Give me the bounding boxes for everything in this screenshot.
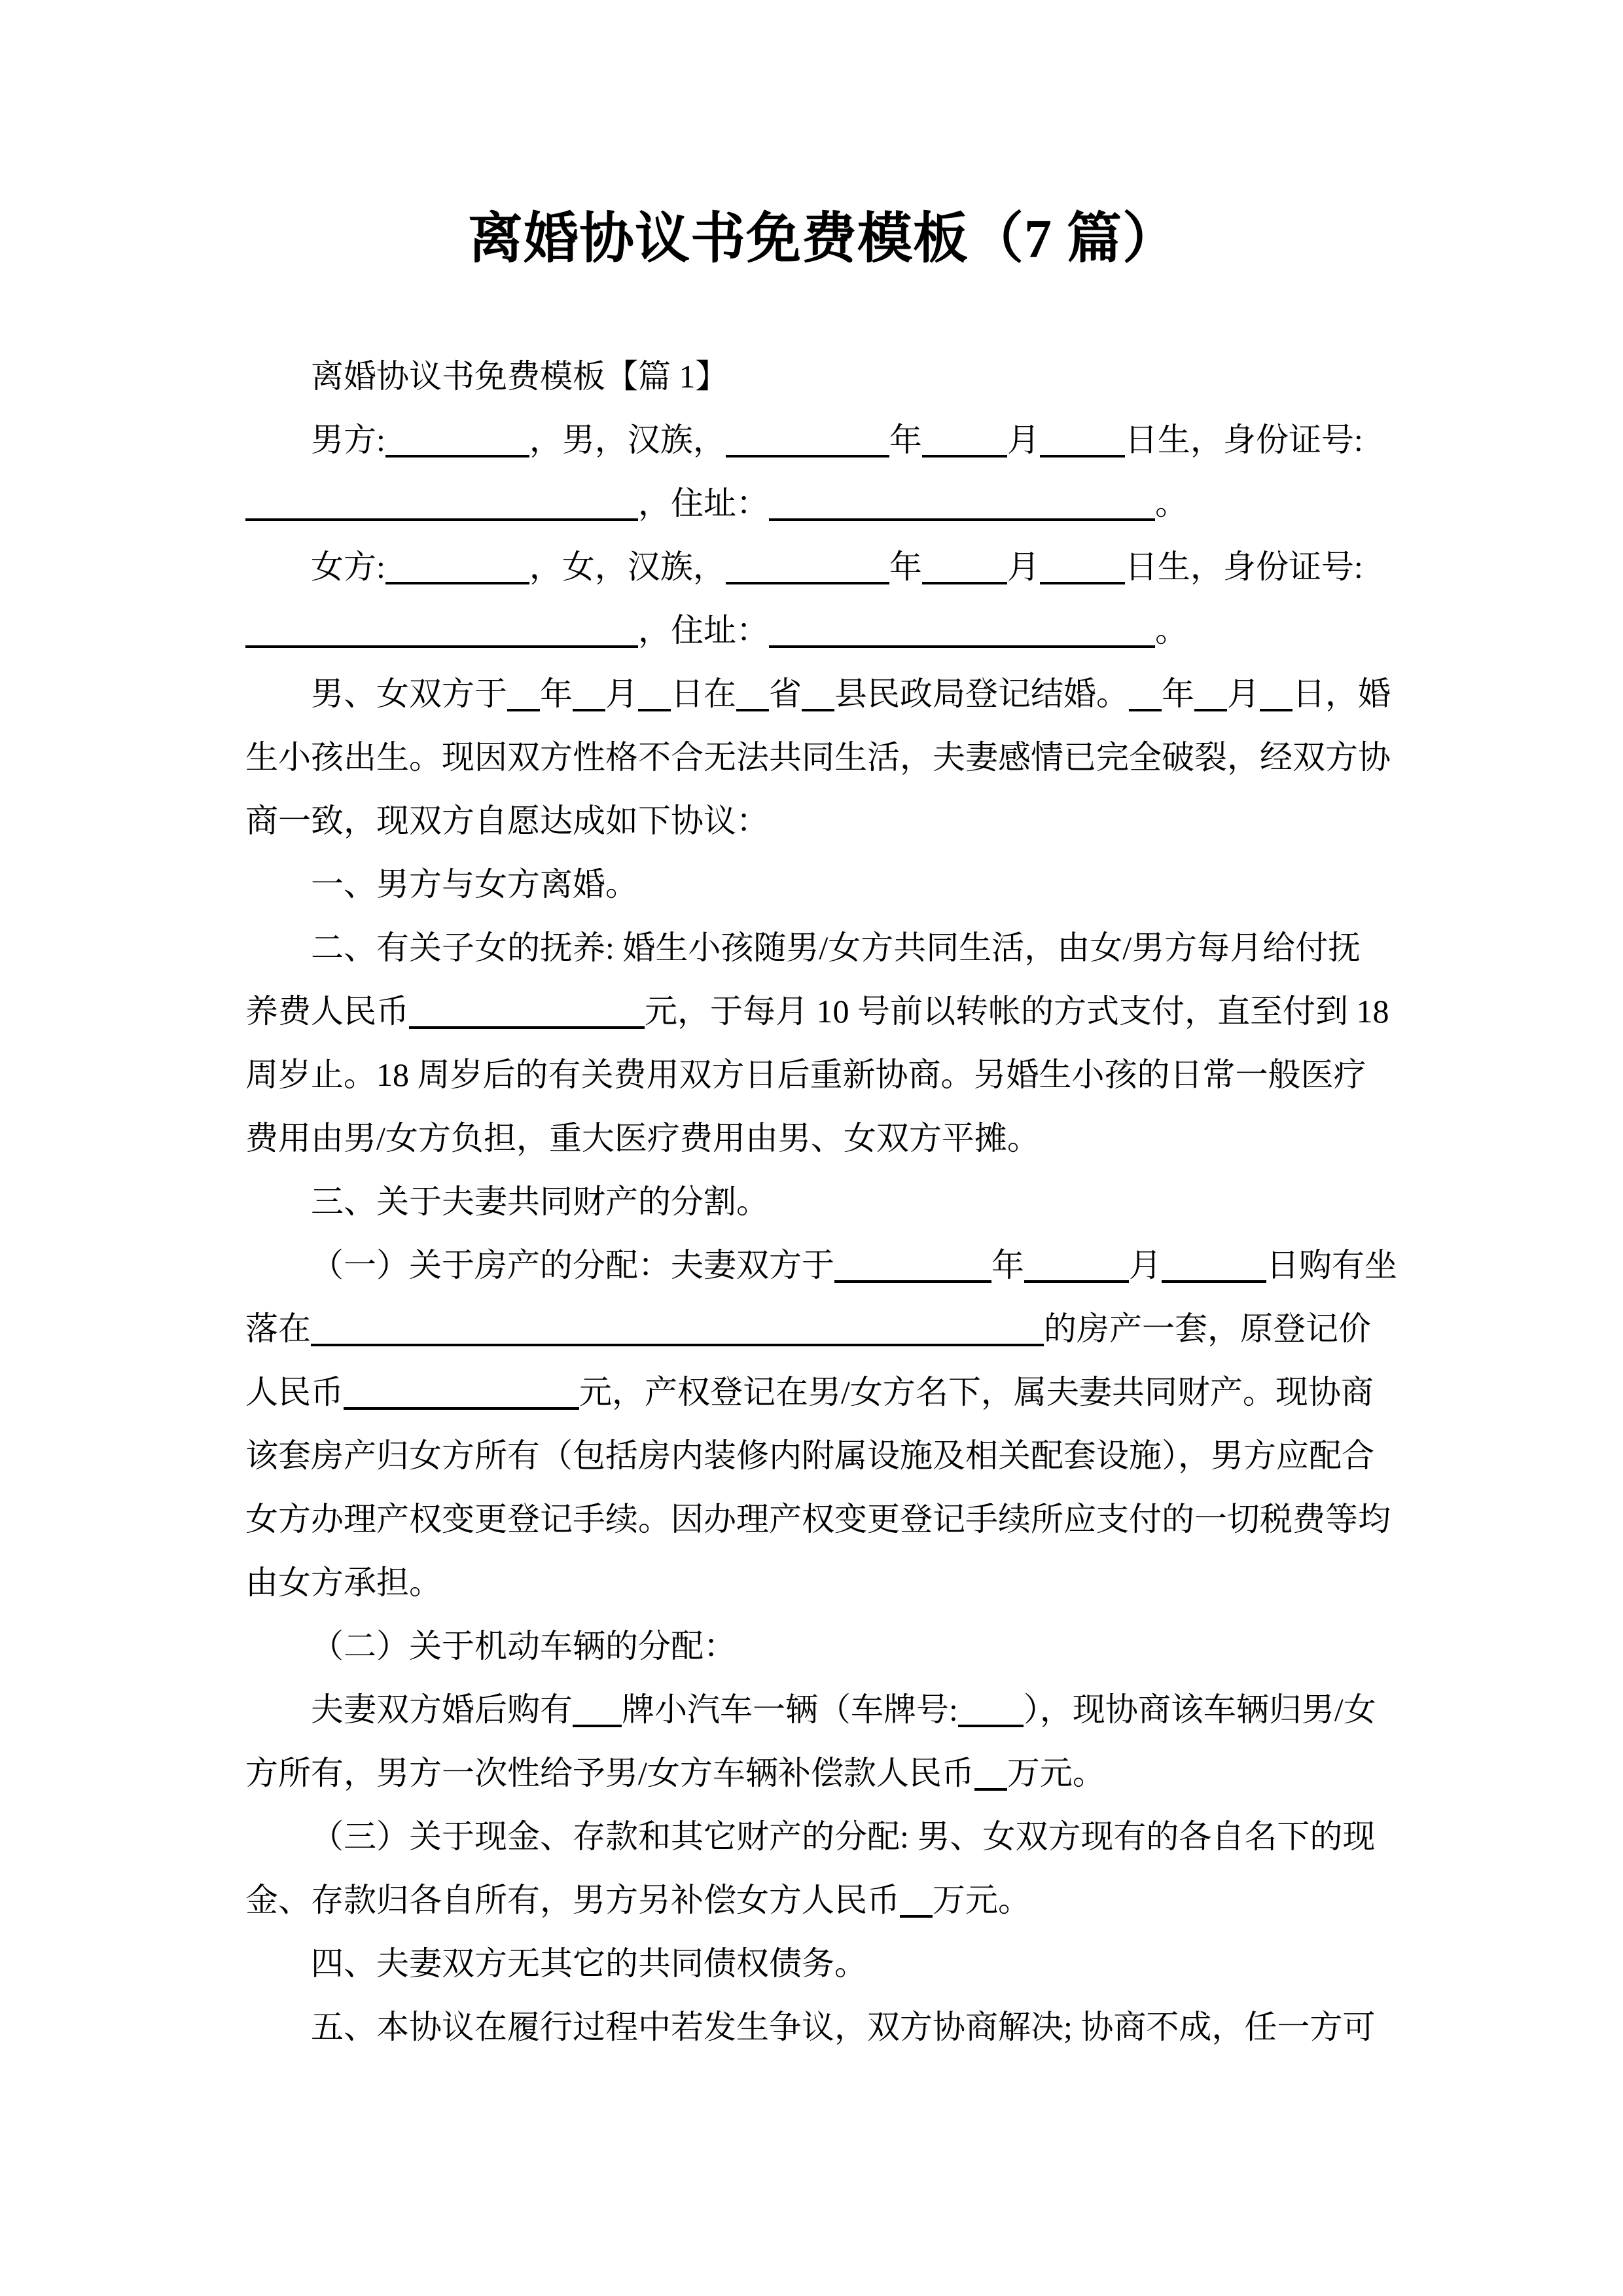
text-segment: 元，于每月 10 号前以转帐的方式支付，直至付到 18 (645, 992, 1389, 1030)
text-segment: 年 (1162, 675, 1194, 712)
line-clause-2c (245, 1043, 1400, 1107)
blank-underline (1260, 709, 1293, 711)
blank-underline (958, 1725, 1024, 1727)
text-segment: ，男，汉族， (529, 421, 726, 458)
blank-underline (834, 1280, 991, 1283)
text-segment: ，女，汉族， (529, 548, 726, 585)
text-segment: 三、关于夫妻共同财产的分割。 (311, 1183, 769, 1220)
line-clause-3-3a (245, 1805, 1400, 1869)
blank-underline (245, 518, 638, 521)
blank-underline (409, 1026, 645, 1029)
text-segment: 由女方承担。 (245, 1564, 442, 1601)
text-segment: 年 (889, 548, 922, 585)
text-segment: 养费人民币 (245, 992, 409, 1030)
text-segment: 费用由男/女方负担，重大医疗费用由男、女双方平摊。 (245, 1119, 1040, 1157)
text-segment: 生小孩出生。现因双方性格不合无法共同生活，夫妻感情已完全破裂，经双方协 (245, 738, 1391, 776)
blank-underline (769, 645, 1155, 648)
line-clause-3-3b (245, 1869, 1400, 1932)
text-segment: 月 (1007, 421, 1040, 458)
text-segment: （三）关于现金、存款和其它财产的分配: 男、女双方现有的各自名下的现 (311, 1818, 1376, 1855)
text-segment: 县民政局登记结婚。 (834, 675, 1129, 712)
blank-underline (922, 582, 1007, 584)
text-segment: 元，产权登记在男/女方名下，属夫妻共同财产。现协商 (579, 1373, 1374, 1410)
line-clause-2d (245, 1107, 1400, 1170)
text-segment: 日，婚 (1293, 675, 1391, 712)
text-segment: 省 (769, 675, 802, 712)
text-segment: 离婚协议书免费模板【篇 1】 (311, 357, 728, 395)
line-clause-1 (245, 853, 1400, 916)
text-segment: ，住址： (638, 484, 769, 522)
blank-underline (769, 518, 1155, 521)
blank-underline (573, 709, 605, 711)
text-segment: 月 (1129, 1246, 1162, 1283)
line-clause-3-1b (245, 1297, 1400, 1361)
text-segment: 金、存款归各自所有，男方另补偿女方人民币 (245, 1881, 900, 1918)
text-segment: 一、男方与女方离婚。 (311, 865, 638, 903)
blank-underline (974, 1788, 1007, 1791)
blank-underline (385, 582, 529, 584)
blank-underline (1040, 455, 1125, 457)
line-husband-info (245, 408, 1400, 472)
blank-underline (1162, 1280, 1266, 1283)
blank-underline (638, 709, 671, 711)
text-segment: 四、夫妻双方无其它的共同债权债务。 (311, 1945, 867, 1982)
text-segment: 商一致，现双方自愿达成如下协议： (245, 802, 769, 839)
text-segment: 日购有坐 (1266, 1246, 1397, 1283)
blank-underline (1129, 709, 1162, 711)
blank-underline (245, 645, 638, 648)
text-segment: 日生，身份证号: (1124, 548, 1363, 585)
text-segment: 男方: (311, 421, 385, 458)
document-title: 离婚协议书免费模板（7 篇） (467, 209, 1178, 270)
text-segment: （一）关于房产的分配：夫妻双方于 (311, 1246, 834, 1283)
line-wife-info (245, 535, 1400, 599)
blank-underline (726, 582, 889, 584)
line-clause-3-2c (245, 1742, 1400, 1805)
line-marriage-1 (245, 662, 1400, 726)
blank-underline (344, 1407, 579, 1410)
text-segment: 男、女双方于 (311, 675, 507, 712)
blank-underline (1040, 582, 1125, 584)
line-clause-3-2b (245, 1678, 1400, 1742)
line-clause-3-2a (245, 1615, 1400, 1678)
blank-underline (573, 1725, 622, 1727)
line-clause-3-1f (245, 1551, 1400, 1615)
line-clause-3-1d (245, 1424, 1400, 1488)
blank-underline (900, 1915, 933, 1918)
text-segment: 方所有，男方一次性给予男/女方车辆补偿款人民币 (245, 1754, 974, 1791)
text-segment: 女方办理产权变更登记手续。因办理产权变更登记手续所应支付的一切税费等均 (245, 1500, 1391, 1537)
text-segment: 人民币 (245, 1373, 344, 1410)
text-segment: 二、有关子女的抚养: 婚生小孩随男/女方共同生活，由女/男方每月给付抚 (311, 929, 1361, 966)
text-segment: ），现协商该车辆归男/女 (1023, 1691, 1376, 1728)
text-segment: 该套房产归女方所有（包括房内装修内附属设施及相关配套设施），男方应配合 (245, 1437, 1374, 1474)
text-segment: 月 (1227, 675, 1260, 712)
blank-underline (1194, 709, 1227, 711)
text-segment: 落在 (245, 1310, 311, 1347)
text-segment: 周岁止。18 周岁后的有关费用双方日后重新协商。另婚生小孩的日常一般医疗 (245, 1056, 1366, 1093)
text-segment: 日生，身份证号: (1124, 421, 1363, 458)
blank-underline (311, 1344, 1044, 1346)
blank-underline (507, 709, 540, 711)
line-marriage-2 (245, 726, 1400, 789)
text-segment: 年 (991, 1246, 1024, 1283)
line-clause-2a (245, 916, 1400, 980)
text-segment: 月 (605, 675, 638, 712)
text-segment: 的房产一套，原登记价 (1044, 1310, 1371, 1347)
line-clause-5 (245, 1996, 1400, 2059)
text-segment: 万元。 (1007, 1754, 1105, 1791)
text-segment: 年 (889, 421, 922, 458)
line-clause-4 (245, 1932, 1400, 1996)
text-segment: 夫妻双方婚后购有 (311, 1691, 573, 1728)
line-clause-2b (245, 980, 1400, 1043)
line-husband-address (245, 472, 1400, 535)
blank-underline (922, 455, 1007, 457)
text-segment: 。 (1155, 611, 1188, 649)
text-segment: 。 (1155, 484, 1188, 522)
blank-underline (1024, 1280, 1129, 1283)
text-segment: （二）关于机动车辆的分配： (311, 1627, 736, 1664)
document-body (245, 345, 1400, 2059)
text-segment: 月 (1007, 548, 1040, 585)
line-clause-3-1c (245, 1361, 1400, 1424)
text-segment: 女方: (311, 548, 385, 585)
text-segment: 日在 (671, 675, 736, 712)
line-clause-3 (245, 1170, 1400, 1234)
text-segment: ，住址： (638, 611, 769, 649)
text-segment: 年 (540, 675, 573, 712)
blank-underline (802, 709, 834, 711)
text-segment: 牌小汽车一辆（车牌号: (622, 1691, 958, 1728)
line-marriage-3 (245, 789, 1400, 853)
line-clause-3-1e (245, 1488, 1400, 1551)
blank-underline (385, 455, 529, 457)
section-heading-part1 (245, 345, 1400, 408)
blank-underline (736, 709, 769, 711)
blank-underline (726, 455, 889, 457)
line-clause-3-1a (245, 1234, 1400, 1297)
line-wife-address (245, 599, 1400, 662)
text-segment: 五、本协议在履行过程中若发生争议，双方协商解决; 协商不成，任一方可 (311, 2008, 1376, 2045)
text-segment: 万元。 (933, 1881, 1031, 1918)
